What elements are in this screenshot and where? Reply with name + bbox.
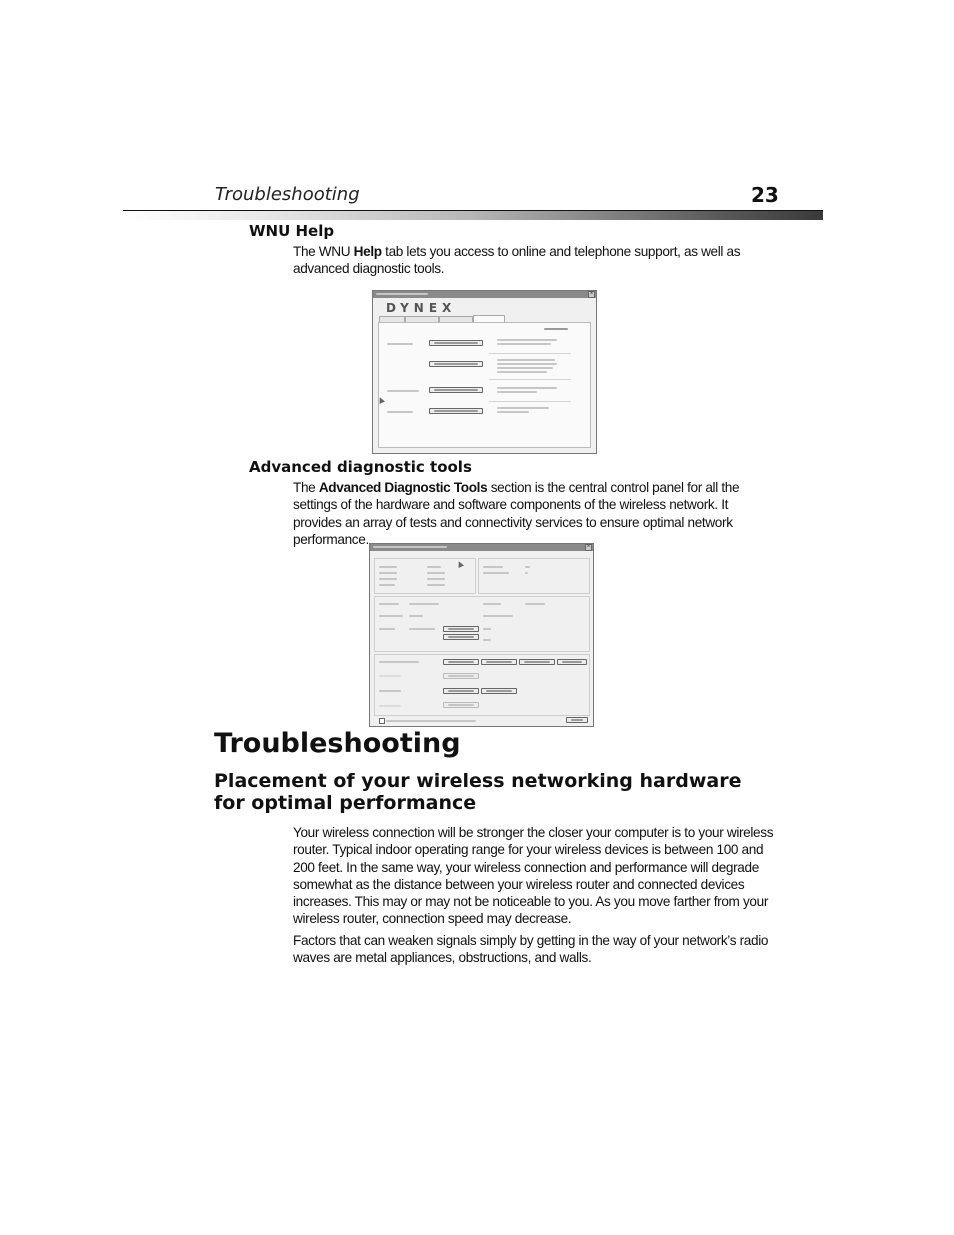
device-manager-button [519,659,555,665]
show-networks-checkbox [379,718,385,724]
about-link [544,328,568,330]
troubleshooting-heading: Troubleshooting [214,728,461,759]
check-for-upgrades-button [429,361,483,367]
advanced-diagnostics-screenshot [369,543,594,727]
telephone-support-label [387,390,419,392]
placement-subheading: Placement of your wireless networking hardware for optimal performance [214,770,742,814]
tools-group [374,654,590,716]
advanced-tools-text-bold: Advanced Diagnostic Tools [318,480,488,495]
placement-paragraph-2: Factors that can weaken signals simply by getting in the way of your network’s radio waves are metal appliances, obstructions, and walls. [293,933,769,966]
connection-repair-button [481,688,517,694]
pin-config-disabled-button [443,702,479,708]
online-support-label [387,343,413,345]
ipv6-dual-stack-button [443,688,479,694]
close-button [566,717,588,723]
wnu-help-paragraph [293,243,777,278]
addresses-group [374,596,590,652]
window-titlebar [373,291,596,298]
connectivity-test-button [443,659,479,665]
advanced-tools-paragraph [293,479,777,548]
help-tab-screenshot [372,290,597,454]
release-button [443,626,479,632]
window-titlebar [370,544,593,551]
close-icon: × [589,291,594,297]
page-number: 23 [751,183,779,207]
placement-paragraph-1: Your wireless connection will be stronger the closer your computer is to your wireless router. Typical indoor operating range for your wireless devices is between 100 and 200 feet. In the same way, your wireless connection and performance will degrade somewhat as the distance between your wireless router and connected devices increases. This may or may not be noticeable to you. As you move farther from your wireless router, connection speed may decrease. [293,825,774,927]
header-rule-line [123,210,823,211]
router-button [481,659,517,665]
help-panel [378,322,591,448]
safari-port-test-button [557,659,587,665]
wnu-help-text-2: tab lets you access to online and telephone support, as well as advanced diagnostic tools. [293,244,741,277]
advanced-tools-text-2: section is the central control panel for all the settings of the hardware and software components of the wireless network. It provides an array of tests and connectivity services to ensure optimal network performance. [293,480,740,547]
connection-repair-disabled-button [443,673,479,679]
online-support-button [429,340,483,346]
open-advanced-diagnostic-tool-button [429,408,483,414]
advanced-tools-label [387,411,413,413]
wnu-help-text-1: The WNU [293,244,354,259]
running-header-title: Troubleshooting [215,184,360,205]
renew-button [443,634,479,640]
wnu-help-heading: WNU Help [249,222,335,240]
close-icon: × [586,544,591,550]
telephone-support-button [429,387,483,393]
advanced-tools-heading: Advanced diagnostic tools [249,458,472,476]
advanced-tools-text-1: The [293,480,319,495]
dynex-logo: DYNEX [386,301,457,315]
wnu-help-text-bold: Help [353,244,382,259]
connection-status-group [478,558,590,594]
header-rule-bar [123,210,823,220]
